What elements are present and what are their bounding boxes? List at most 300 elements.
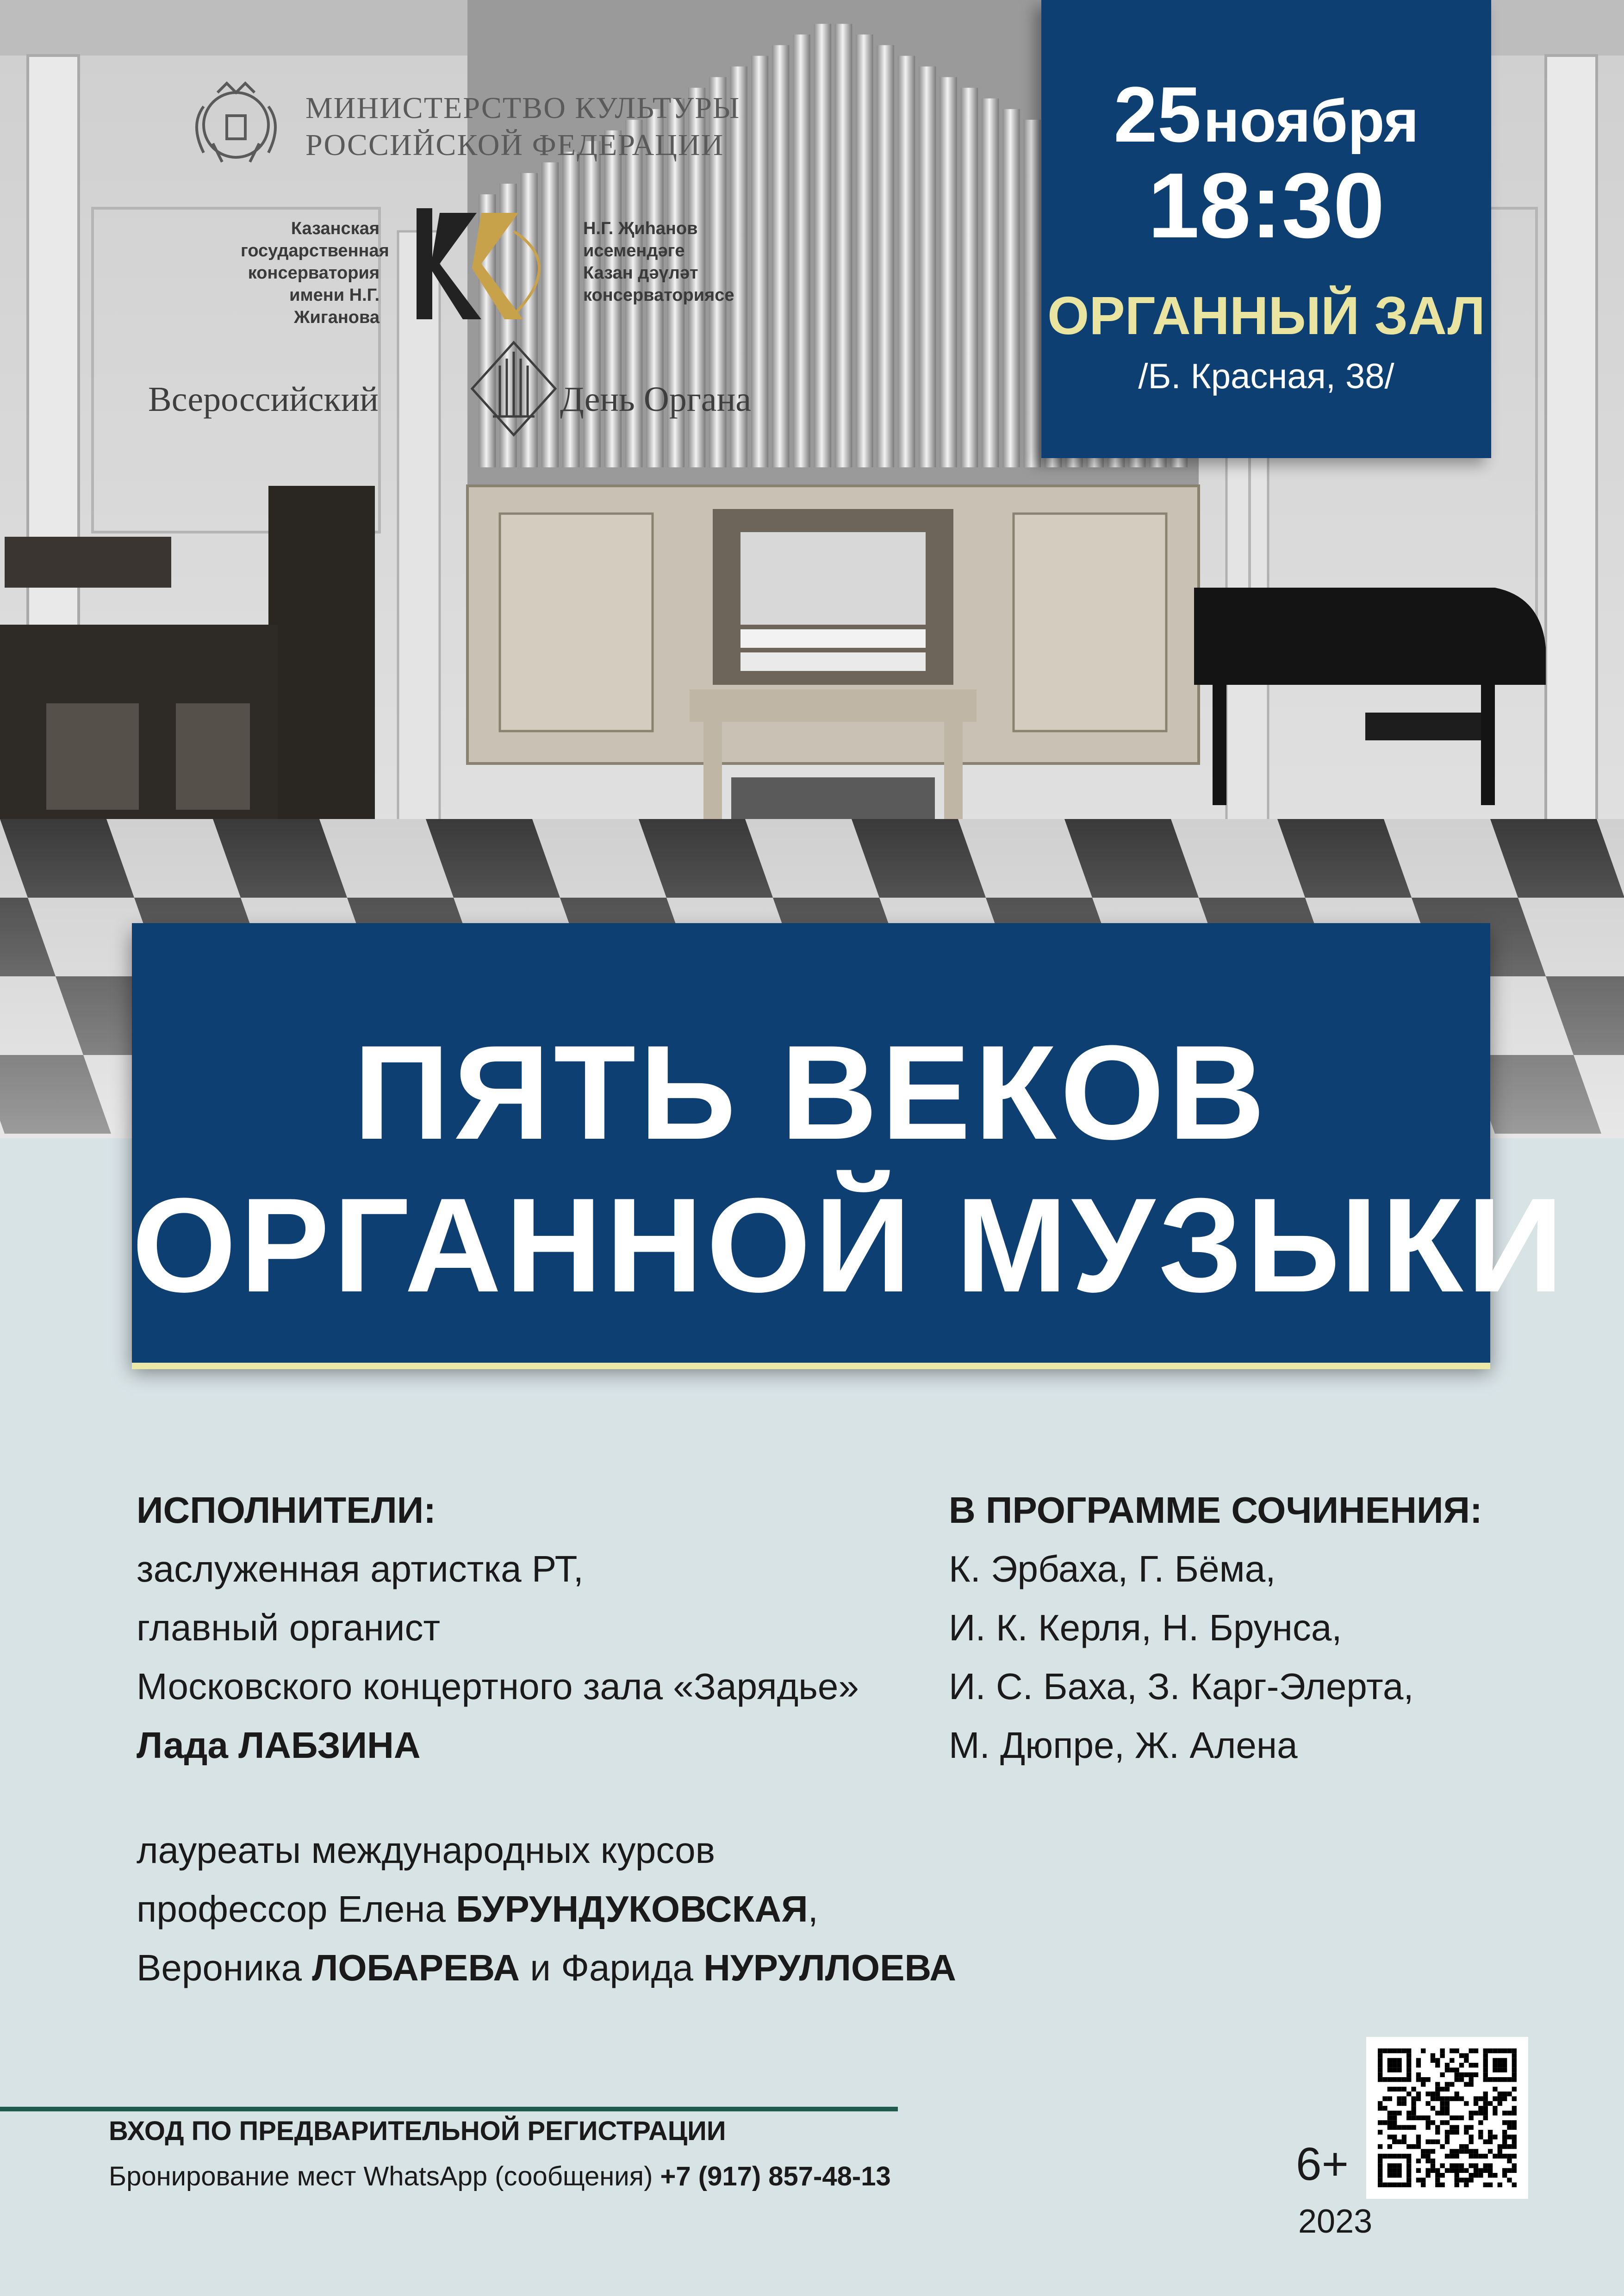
qr-module xyxy=(1397,2063,1401,2067)
qr-module xyxy=(1382,2154,1387,2159)
qr-module xyxy=(1512,2096,1517,2101)
qr-module xyxy=(1440,2163,1444,2168)
qr-module xyxy=(1382,2120,1387,2125)
qr-module xyxy=(1435,2110,1440,2115)
conservatory-name-ru: Казанская государственная консерватория имени Н.Г. Жиганова xyxy=(241,219,389,327)
event-address: /Б. Красная, 38/ xyxy=(1138,357,1394,396)
qr-module xyxy=(1406,2058,1411,2063)
qr-module xyxy=(1469,2082,1474,2086)
qr-module xyxy=(1478,2154,1483,2159)
qr-module xyxy=(1498,2067,1502,2072)
qr-module xyxy=(1507,2091,1512,2096)
conservatory-logo xyxy=(241,204,796,329)
qr-module xyxy=(1502,2168,1507,2173)
organ-pipe xyxy=(940,77,957,467)
qr-module xyxy=(1416,2091,1421,2096)
qr-module xyxy=(1512,2063,1517,2067)
qr-module xyxy=(1469,2154,1474,2159)
ministry-line1: МИНИСТЕРСТВО КУЛЬТУРЫ xyxy=(305,91,740,125)
qr-module xyxy=(1512,2144,1517,2149)
qr-module xyxy=(1474,2168,1478,2173)
qr-module xyxy=(1435,2178,1440,2182)
qr-module xyxy=(1450,2058,1454,2063)
qr-module xyxy=(1512,2154,1517,2159)
qr-module xyxy=(1402,2154,1406,2159)
qr-module xyxy=(1445,2096,1450,2101)
qr-module xyxy=(1440,2144,1444,2149)
qr-module xyxy=(1450,2082,1454,2086)
qr-module xyxy=(1507,2144,1512,2149)
qr-module xyxy=(1397,2154,1401,2159)
qr-module xyxy=(1411,2101,1416,2106)
qr-module xyxy=(1512,2125,1517,2130)
qr-module xyxy=(1435,2082,1440,2086)
qr-module xyxy=(1498,2048,1502,2053)
qr-module xyxy=(1397,2125,1401,2130)
qr-module xyxy=(1382,2183,1387,2187)
qr-module xyxy=(1488,2173,1493,2178)
qr-module xyxy=(1474,2101,1478,2106)
qr-module xyxy=(1512,2110,1517,2115)
qr-module xyxy=(1455,2178,1459,2182)
qr-module xyxy=(1498,2149,1502,2153)
qr-module xyxy=(1502,2135,1507,2139)
qr-module xyxy=(1431,2159,1435,2163)
qr-module xyxy=(1435,2140,1440,2144)
qr-module xyxy=(1388,2154,1392,2159)
qr-module xyxy=(1406,2048,1411,2053)
qr-module xyxy=(1411,2106,1416,2110)
qr-module xyxy=(1469,2149,1474,2153)
qr-module xyxy=(1469,2140,1474,2144)
program-section xyxy=(949,1481,1550,1775)
qr-module xyxy=(1483,2096,1488,2101)
qr-module xyxy=(1478,2173,1483,2178)
organ-day-left: Всероссийский xyxy=(148,380,379,419)
qr-module xyxy=(1450,2168,1454,2173)
qr-module xyxy=(1392,2135,1397,2139)
qr-module xyxy=(1474,2063,1478,2067)
qr-module xyxy=(1464,2101,1468,2106)
qr-module xyxy=(1512,2087,1517,2091)
qr-module xyxy=(1455,2130,1459,2135)
qr-module xyxy=(1464,2082,1468,2086)
qr-module xyxy=(1459,2149,1464,2153)
qr-module xyxy=(1502,2063,1507,2067)
qr-module xyxy=(1440,2087,1444,2091)
qr-module xyxy=(1483,2154,1488,2159)
qr-module xyxy=(1411,2087,1416,2091)
qr-module xyxy=(1450,2048,1454,2053)
qr-module xyxy=(1498,2077,1502,2082)
qr-module xyxy=(1421,2048,1425,2053)
qr-module xyxy=(1406,2163,1411,2168)
qr-module xyxy=(1445,2087,1450,2091)
qr-module xyxy=(1445,2106,1450,2110)
qr-module xyxy=(1507,2154,1512,2159)
qr-module xyxy=(1469,2173,1474,2178)
qr-module xyxy=(1425,2091,1430,2096)
organ-day-logo-icon xyxy=(467,338,560,440)
qr-module xyxy=(1445,2135,1450,2139)
organ-day-right: День Органа xyxy=(560,380,752,419)
qr-module xyxy=(1425,2077,1430,2082)
qr-module xyxy=(1464,2073,1468,2077)
qr-module xyxy=(1474,2154,1478,2159)
qr-module xyxy=(1459,2144,1464,2149)
qr-module xyxy=(1425,2149,1430,2153)
qr-module xyxy=(1493,2077,1497,2082)
qr-module xyxy=(1450,2116,1454,2120)
conservatory-name-tt: Н.Г. Җиһанов исемендәге Казан дәүләт консерваториясе xyxy=(583,219,734,305)
qr-module xyxy=(1397,2101,1401,2106)
qr-module xyxy=(1488,2163,1493,2168)
organ-pipe xyxy=(1002,109,1020,467)
qr-module xyxy=(1464,2053,1468,2058)
qr-module xyxy=(1455,2096,1459,2101)
qr-module xyxy=(1498,2058,1502,2063)
organ-pipe xyxy=(877,45,894,467)
qr-module xyxy=(1455,2149,1459,2153)
qr-module xyxy=(1378,2144,1382,2149)
qr-module xyxy=(1464,2178,1468,2182)
qr-module xyxy=(1378,2154,1382,2159)
qr-module xyxy=(1388,2173,1392,2178)
qr-module xyxy=(1435,2087,1440,2091)
qr-module xyxy=(1397,2096,1401,2101)
qr-module xyxy=(1469,2116,1474,2120)
qr-module xyxy=(1421,2178,1425,2182)
qr-module xyxy=(1498,2091,1502,2096)
qr-module xyxy=(1416,2168,1421,2173)
title-underline xyxy=(132,1363,1490,1369)
qr-module xyxy=(1512,2106,1517,2110)
performer-line: Московского концертного зала «Зарядье» xyxy=(137,1666,859,1707)
qr-module xyxy=(1392,2058,1397,2063)
qr-module xyxy=(1431,2106,1435,2110)
qr-module xyxy=(1450,2096,1454,2101)
qr-module xyxy=(1498,2096,1502,2101)
qr-module xyxy=(1388,2096,1392,2101)
qr-module xyxy=(1474,2163,1478,2168)
qr-module xyxy=(1498,2101,1502,2106)
ministry-emblem-icon xyxy=(185,74,287,176)
organ-pipe xyxy=(1024,120,1041,467)
qr-module xyxy=(1431,2053,1435,2058)
qr-module xyxy=(1483,2163,1488,2168)
qr-module xyxy=(1411,2116,1416,2120)
qr-module xyxy=(1378,2120,1382,2125)
booking-note: Бронирование мест WhatsApp (сообщения) +7 (917) 857-48-13 xyxy=(109,2161,891,2191)
qr-module xyxy=(1455,2183,1459,2187)
qr-module xyxy=(1388,2168,1392,2173)
qr-module xyxy=(1406,2159,1411,2163)
qr-module xyxy=(1397,2163,1401,2168)
qr-module xyxy=(1483,2116,1488,2120)
qr-module xyxy=(1416,2077,1421,2082)
qr-module xyxy=(1416,2073,1421,2077)
qr-module xyxy=(1502,2154,1507,2159)
qr-module xyxy=(1388,2110,1392,2115)
qr-module xyxy=(1459,2096,1464,2101)
qr-module xyxy=(1502,2140,1507,2144)
event-info-box xyxy=(1041,0,1491,458)
qr-module xyxy=(1483,2048,1488,2053)
qr-module xyxy=(1512,2135,1517,2139)
qr-module xyxy=(1416,2140,1421,2144)
qr-module xyxy=(1483,2110,1488,2115)
ministry-line2: РОССИЙСКОЙ ФЕДЕРАЦИИ xyxy=(305,128,724,162)
qr-module xyxy=(1478,2120,1483,2125)
qr-module xyxy=(1469,2063,1474,2067)
qr-module xyxy=(1402,2125,1406,2130)
event-hall: ОРГАННЫЙ ЗАЛ xyxy=(1047,285,1485,346)
qr-module xyxy=(1459,2063,1464,2067)
qr-module xyxy=(1464,2183,1468,2187)
qr-module xyxy=(1392,2163,1397,2168)
qr-module xyxy=(1406,2110,1411,2115)
qr-module xyxy=(1474,2173,1478,2178)
qr-module xyxy=(1474,2073,1478,2077)
qr-module xyxy=(1392,2173,1397,2178)
qr-module xyxy=(1440,2073,1444,2077)
qr-module xyxy=(1397,2183,1401,2187)
booking-phone: +7 (917) 857-48-13 xyxy=(660,2161,891,2191)
qr-module xyxy=(1493,2067,1497,2072)
qr-module xyxy=(1378,2101,1382,2106)
performer-name: Лада ЛАБЗИНА xyxy=(137,1725,421,1766)
qr-module xyxy=(1493,2063,1497,2067)
performer-line: главный органист xyxy=(137,1607,441,1648)
qr-module xyxy=(1512,2163,1517,2168)
event-date xyxy=(1041,69,1491,160)
qr-module xyxy=(1493,2096,1497,2101)
qr-module xyxy=(1402,2135,1406,2139)
qr-module xyxy=(1416,2135,1421,2139)
organ-pipe xyxy=(919,67,936,467)
qr-module xyxy=(1435,2173,1440,2178)
qr-module xyxy=(1431,2096,1435,2101)
qr-module xyxy=(1464,2149,1468,2153)
qr-module xyxy=(1512,2067,1517,2072)
qr-module xyxy=(1469,2125,1474,2130)
qr-module xyxy=(1502,2120,1507,2125)
program-line: И. К. Керля, Н. Брунса, xyxy=(949,1607,1342,1648)
qr-module xyxy=(1406,2178,1411,2182)
qr-module xyxy=(1382,2106,1387,2110)
qr-module xyxy=(1474,2096,1478,2101)
qr-module xyxy=(1459,2116,1464,2120)
qr-module xyxy=(1488,2048,1493,2053)
qr-module xyxy=(1507,2125,1512,2130)
qr-module xyxy=(1435,2168,1440,2173)
qr-module xyxy=(1402,2077,1406,2082)
qr-module xyxy=(1435,2183,1440,2187)
qr-module xyxy=(1512,2058,1517,2063)
qr-module xyxy=(1455,2116,1459,2120)
qr-module xyxy=(1378,2077,1382,2082)
qr-module xyxy=(1474,2110,1478,2115)
event-time: 18:30 xyxy=(1148,154,1385,257)
qr-module xyxy=(1392,2048,1397,2053)
qr-module xyxy=(1455,2048,1459,2053)
qr-module xyxy=(1493,2106,1497,2110)
qr-module xyxy=(1450,2125,1454,2130)
qr-module xyxy=(1397,2087,1401,2091)
program-line: М. Дюпре, Ж. Алена xyxy=(949,1725,1298,1766)
qr-module xyxy=(1474,2048,1478,2053)
title-line1: ПЯТЬ ВЕКОВ xyxy=(353,1018,1269,1167)
qr-module xyxy=(1392,2087,1397,2091)
qr-module xyxy=(1388,2183,1392,2187)
qr-module xyxy=(1421,2149,1425,2153)
qr-module xyxy=(1455,2125,1459,2130)
qr-module xyxy=(1397,2173,1401,2178)
organ-day-logo xyxy=(148,338,842,440)
qr-module xyxy=(1464,2168,1468,2173)
organ-pipe xyxy=(856,35,873,467)
age-rating: 6+ xyxy=(1296,2138,1349,2190)
qr-module xyxy=(1411,2125,1416,2130)
title-box xyxy=(132,923,1567,1363)
qr-module xyxy=(1498,2063,1502,2067)
qr-module xyxy=(1416,2058,1421,2063)
qr-module xyxy=(1397,2140,1401,2144)
qr-module xyxy=(1445,2120,1450,2125)
qr-module xyxy=(1440,2053,1444,2058)
qr-module xyxy=(1455,2173,1459,2178)
qr-module xyxy=(1435,2058,1440,2063)
qr-module xyxy=(1450,2154,1454,2159)
qr-module xyxy=(1406,2067,1411,2072)
qr-module xyxy=(1392,2154,1397,2159)
qr-module xyxy=(1469,2048,1474,2053)
qr-module xyxy=(1498,2154,1502,2159)
qr-module xyxy=(1459,2163,1464,2168)
performers-section xyxy=(137,1481,1016,1997)
program-heading: В ПРОГРАММЕ СОЧИНЕНИЯ: xyxy=(949,1489,1482,1531)
qr-module xyxy=(1406,2168,1411,2173)
qr-module xyxy=(1431,2168,1435,2173)
qr-module xyxy=(1421,2154,1425,2159)
qr-module xyxy=(1402,2087,1406,2091)
qr-module xyxy=(1469,2110,1474,2115)
qr-module xyxy=(1378,2053,1382,2058)
qr-module xyxy=(1493,2087,1497,2091)
qr-module xyxy=(1440,2106,1444,2110)
qr-module xyxy=(1382,2077,1387,2082)
qr-module xyxy=(1392,2063,1397,2067)
qr-module xyxy=(1406,2183,1411,2187)
qr-module xyxy=(1431,2140,1435,2144)
qr-module xyxy=(1406,2073,1411,2077)
performers-heading: ИСПОЛНИТЕЛИ: xyxy=(137,1489,436,1531)
performer-line: заслуженная артистка РТ, xyxy=(137,1548,584,1589)
qr-module xyxy=(1392,2183,1397,2187)
qr-module xyxy=(1455,2091,1459,2096)
qr-module xyxy=(1512,2077,1517,2082)
qr-module xyxy=(1421,2183,1425,2187)
qr-module xyxy=(1502,2110,1507,2115)
qr-module xyxy=(1478,2168,1483,2173)
qr-module xyxy=(1392,2110,1397,2115)
qr-module xyxy=(1512,2140,1517,2144)
qr-module xyxy=(1488,2135,1493,2139)
qr-module xyxy=(1388,2116,1392,2120)
qr-module xyxy=(1378,2159,1382,2163)
qr-module xyxy=(1435,2091,1440,2096)
qr-module xyxy=(1455,2168,1459,2173)
qr-module xyxy=(1455,2073,1459,2077)
qr-module xyxy=(1421,2082,1425,2086)
qr-module xyxy=(1507,2178,1512,2182)
organ-pipe xyxy=(961,88,978,467)
qr-module xyxy=(1440,2101,1444,2106)
qr-module xyxy=(1378,2130,1382,2135)
qr-module xyxy=(1455,2077,1459,2082)
qr-module xyxy=(1493,2154,1497,2159)
qr-module xyxy=(1498,2183,1502,2187)
qr-module xyxy=(1388,2163,1392,2168)
qr-module xyxy=(1483,2101,1488,2106)
qr-module xyxy=(1406,2125,1411,2130)
qr-module xyxy=(1502,2173,1507,2178)
qr-module xyxy=(1392,2140,1397,2144)
program-line: И. С. Баха, З. Карг-Элерта, xyxy=(949,1666,1414,1707)
qr-module xyxy=(1445,2063,1450,2067)
qr-module xyxy=(1411,2096,1416,2101)
qr-module xyxy=(1507,2120,1512,2125)
qr-module xyxy=(1416,2096,1421,2101)
qr-module xyxy=(1402,2140,1406,2144)
qr-module xyxy=(1464,2058,1468,2063)
qr-module xyxy=(1397,2110,1401,2115)
qr-module xyxy=(1483,2077,1488,2082)
qr-module xyxy=(1416,2116,1421,2120)
qr-module xyxy=(1512,2168,1517,2173)
qr-module xyxy=(1507,2048,1512,2053)
qr-module xyxy=(1440,2120,1444,2125)
qr-module xyxy=(1406,2063,1411,2067)
qr-module xyxy=(1425,2101,1430,2106)
qr-module xyxy=(1488,2168,1493,2173)
qr-module xyxy=(1512,2183,1517,2187)
qr-module xyxy=(1378,2063,1382,2067)
qr-module xyxy=(1406,2053,1411,2058)
qr-module xyxy=(1416,2144,1421,2149)
qr-module xyxy=(1445,2082,1450,2086)
footer-rule xyxy=(0,2107,898,2111)
qr-module xyxy=(1421,2116,1425,2120)
qr-module xyxy=(1455,2067,1459,2072)
qr-module xyxy=(1411,2110,1416,2115)
qr-module xyxy=(1425,2159,1430,2163)
qr-module xyxy=(1388,2135,1392,2139)
qr-module xyxy=(1478,2106,1483,2110)
qr-module xyxy=(1512,2120,1517,2125)
qr-module xyxy=(1478,2110,1483,2115)
qr-module xyxy=(1388,2058,1392,2063)
qr-module xyxy=(1378,2048,1382,2053)
qr-module xyxy=(1406,2144,1411,2149)
qr-module xyxy=(1402,2096,1406,2101)
qr-code[interactable] xyxy=(1366,2037,1528,2199)
qr-module xyxy=(1493,2110,1497,2115)
qr-module xyxy=(1431,2163,1435,2168)
qr-module xyxy=(1488,2149,1493,2153)
qr-module xyxy=(1493,2173,1497,2178)
qr-module xyxy=(1502,2144,1507,2149)
